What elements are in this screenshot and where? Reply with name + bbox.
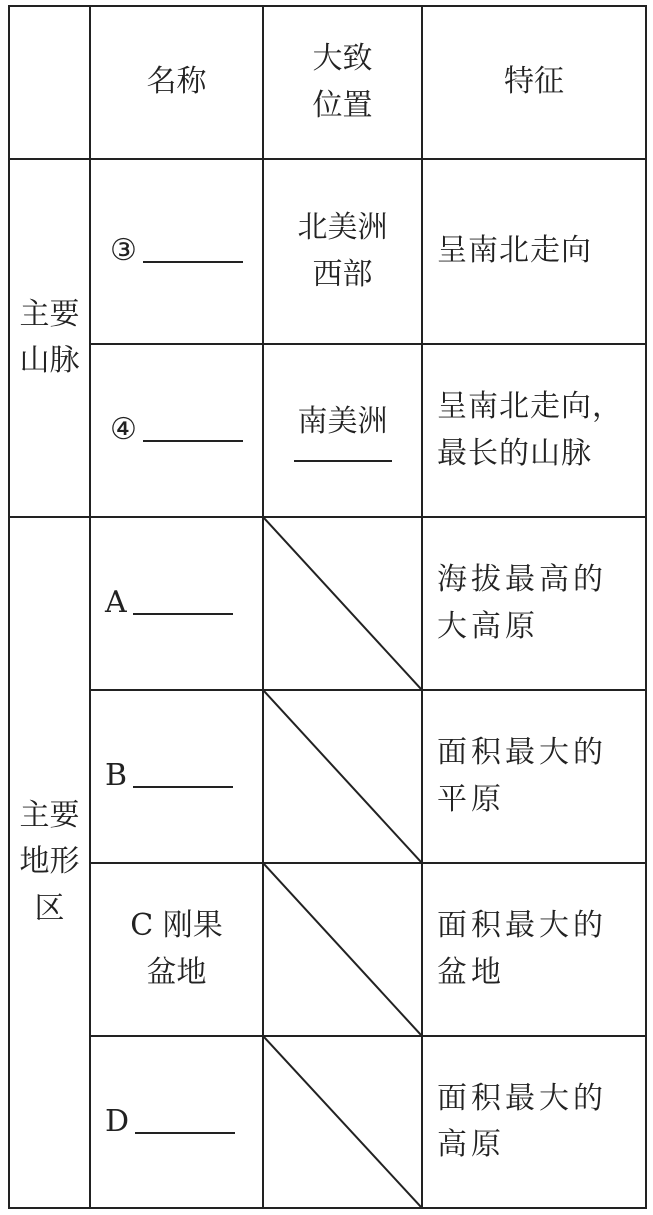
header-location: 大致 位置 [263, 6, 422, 159]
location-answer-blank[interactable] [294, 460, 392, 462]
table-row [9, 690, 646, 863]
mountain-name-cell [90, 344, 263, 517]
header-feature: 特征 [422, 6, 646, 159]
answer-blank[interactable] [143, 261, 243, 263]
landform-name: B [105, 758, 128, 794]
mountain-name: ③ [110, 233, 137, 269]
table-row [9, 344, 646, 517]
landform-feature: 面积最大的 盆地 [422, 863, 646, 1036]
mountain-feature: 呈南北走向， 最长的山脉 [422, 344, 646, 517]
table-row [9, 863, 646, 1036]
landform-name-cell [90, 690, 263, 863]
landform-name: D [105, 1103, 130, 1139]
mountain-name-cell [90, 159, 263, 344]
table-row [9, 159, 646, 344]
mountain-location-cell [263, 344, 422, 517]
diagonal-slash [264, 518, 421, 689]
crossed-cell [263, 863, 422, 1036]
answer-blank[interactable] [135, 1132, 235, 1134]
landform-feature: 面积最大的 平原 [422, 690, 646, 863]
group-label-mountains: 主要 山脉 [9, 159, 90, 517]
diagonal-slash [264, 864, 421, 1035]
crossed-cell [263, 1036, 422, 1208]
group-label-landforms: 主要 地形 区 [9, 517, 90, 1208]
crossed-cell [263, 690, 422, 863]
landform-name: C 刚果 盆地 [90, 863, 263, 1036]
mountain-location: 北美洲 西部 [263, 159, 422, 344]
landform-name: A [105, 585, 127, 621]
answer-blank[interactable] [143, 440, 243, 442]
geography-table [8, 5, 647, 1209]
mountain-feature: 呈南北走向 [422, 159, 646, 344]
diagonal-slash [264, 691, 421, 862]
mountain-name: ④ [110, 412, 137, 448]
mountain-location: 南美洲 [297, 404, 388, 440]
landform-feature: 面积最大的 高原 [422, 1036, 646, 1208]
landform-name-cell [90, 517, 263, 690]
header-corner [9, 6, 90, 159]
diagonal-slash [264, 1037, 421, 1207]
table-row [9, 1036, 646, 1208]
table-sheet [8, 5, 645, 1207]
answer-blank[interactable] [133, 786, 233, 788]
crossed-cell [263, 517, 422, 690]
header-row [9, 6, 646, 159]
landform-feature: 海拔最高的 大高原 [422, 517, 646, 690]
header-name: 名称 [90, 6, 263, 159]
answer-blank[interactable] [133, 613, 233, 615]
landform-name-cell [90, 1036, 263, 1208]
table-row [9, 517, 646, 690]
